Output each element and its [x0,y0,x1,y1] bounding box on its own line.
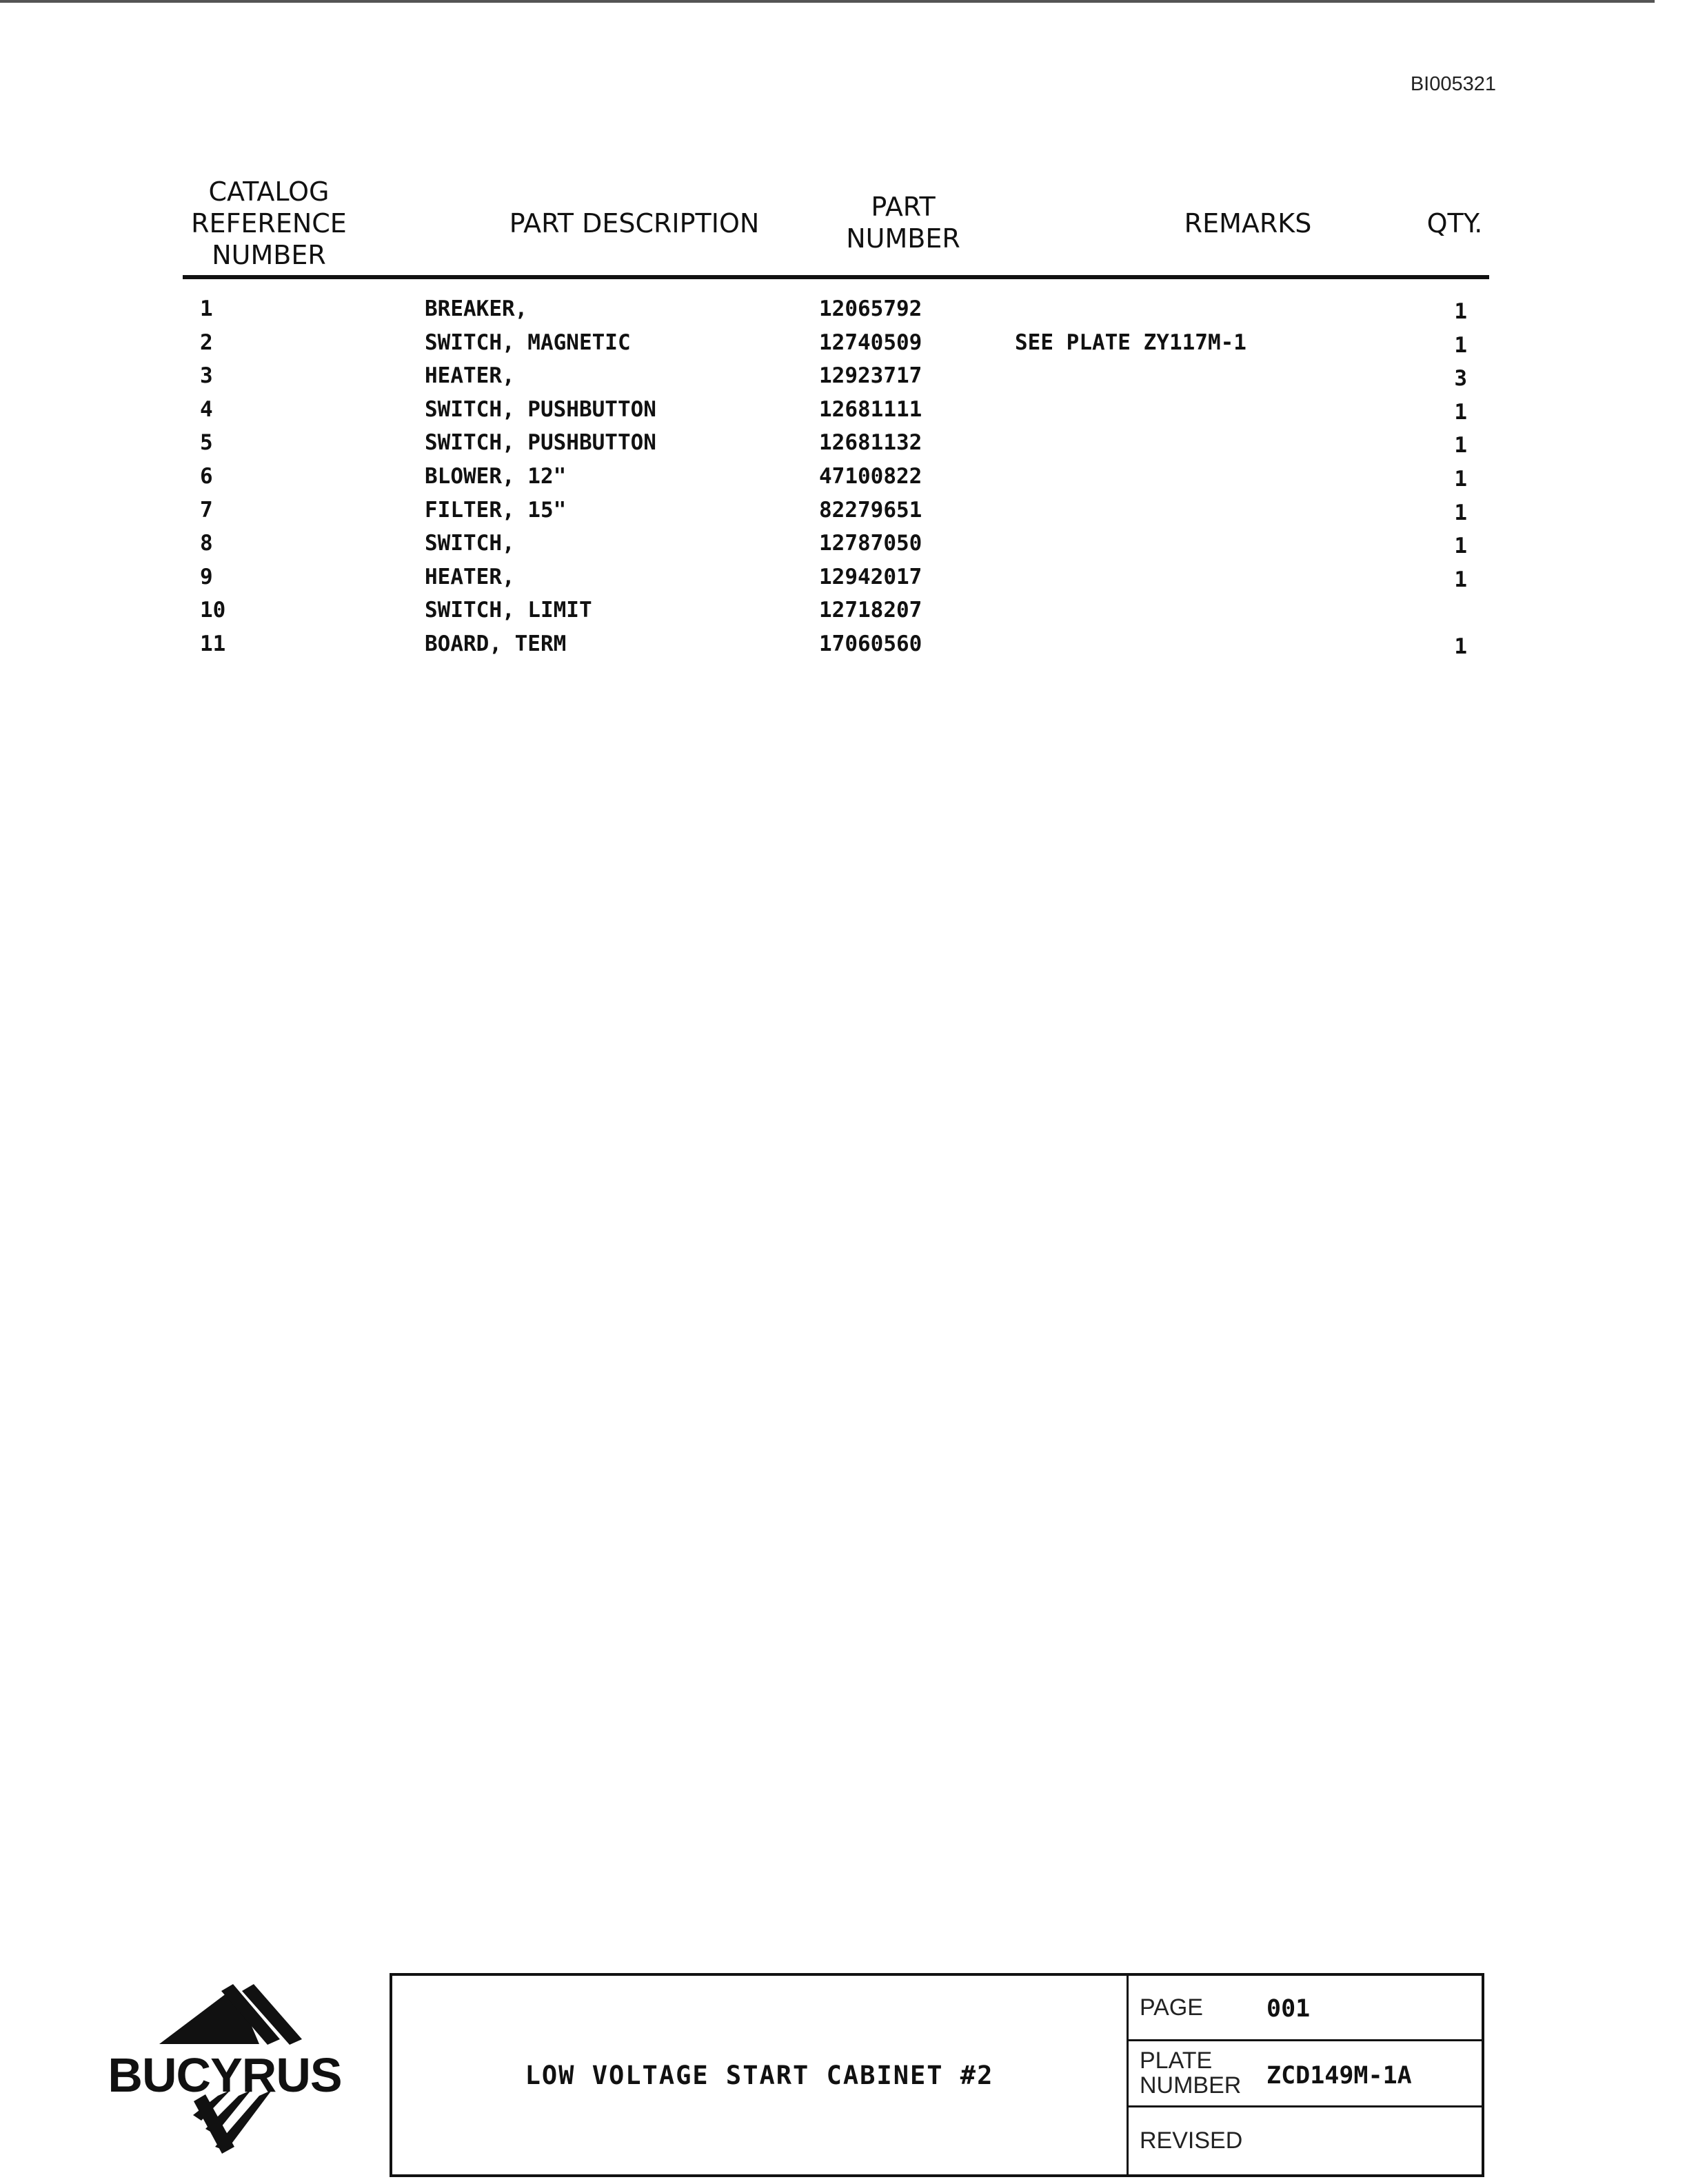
header-remarks: REMARKS [1184,208,1312,239]
row-part-number: 12681111 [819,396,922,422]
row-qty: 1 [1454,332,1467,358]
row-ref: 3 [200,363,213,389]
row-ref: 1 [200,296,213,321]
row-part-number: 12718207 [819,598,922,623]
table-row [0,397,1696,431]
table-row [0,498,1696,532]
row-ref: 8 [200,531,213,556]
row-ref: 4 [200,396,213,422]
bucyrus-logo [80,1979,370,2165]
table-row [0,598,1696,631]
row-qty: 1 [1454,634,1467,659]
document-id: BI005321 [1410,73,1496,95]
table-header [172,176,1489,272]
row-part-number: 17060560 [819,631,922,656]
row-remarks: SEE PLATE ZY117M-1 [1015,330,1246,355]
row-ref: 5 [200,430,213,456]
row-description: HEATER, [425,564,515,589]
row-description: BOARD, TERM [425,631,567,656]
row-description: SWITCH, PUSHBUTTON [425,430,656,456]
row-qty: 1 [1454,299,1467,324]
parts-list [0,296,1696,665]
plate-number-value: ZCD149M-1A [1266,2062,1412,2090]
plate-number-cell [1129,2041,1482,2107]
table-row [0,296,1696,330]
row-ref: 6 [200,463,213,489]
row-qty: 3 [1454,366,1467,392]
table-row [0,565,1696,598]
revised-cell [1129,2107,1482,2174]
header-catalog-line-3: NUMBER [212,240,326,270]
header-catalog-line-2: REFERENCE [191,208,347,239]
row-part-number: 12681132 [819,430,922,456]
row-description: SWITCH, MAGNETIC [425,330,631,355]
row-part-number: 12740509 [819,330,922,355]
page-cell [1129,1976,1482,2041]
row-description: SWITCH, PUSHBUTTON [425,396,656,422]
scan-top-edge [0,0,1655,3]
page-label: PAGE [1140,1994,1203,2021]
header-qty: QTY. [1426,208,1483,239]
logo-wordmark: BUCYRUS [108,2048,342,2102]
revised-label: REVISED [1140,2127,1243,2154]
page-value: 001 [1266,1995,1311,2023]
header-part-number [807,191,1000,254]
row-part-number: 47100822 [819,463,922,489]
row-qty: 1 [1454,500,1467,525]
drawing-title: LOW VOLTAGE START CABINET #2 [525,2060,994,2090]
row-part-number: 12787050 [819,531,922,556]
row-description: HEATER, [425,363,515,389]
row-qty: 1 [1454,466,1467,492]
header-part-description: PART DESCRIPTION [509,208,760,239]
header-rule [183,275,1489,279]
header-catalog-reference-number [186,176,352,271]
row-part-number: 82279651 [819,497,922,523]
title-block [390,1973,1484,2177]
row-ref: 9 [200,564,213,589]
header-part-line-1: PART [871,192,936,222]
row-description: BLOWER, 12" [425,463,567,489]
table-row [0,631,1696,665]
row-description: FILTER, 15" [425,497,567,523]
table-row [0,363,1696,397]
row-ref: 7 [200,497,213,523]
table-row [0,330,1696,364]
row-part-number: 12923717 [819,363,922,389]
table-row [0,464,1696,498]
row-qty: 1 [1454,534,1467,559]
row-description: SWITCH, LIMIT [425,598,592,623]
table-row [0,531,1696,565]
header-part-line-2: NUMBER [846,223,960,254]
row-part-number: 12065792 [819,296,922,321]
header-catalog-line-1: CATALOG [208,176,330,207]
row-qty: 1 [1454,399,1467,425]
row-description: SWITCH, [425,531,515,556]
row-part-number: 12942017 [819,564,922,589]
row-ref: 10 [200,598,226,623]
row-qty: 1 [1454,433,1467,458]
row-ref: 2 [200,330,213,355]
row-ref: 11 [200,631,226,656]
row-qty: 1 [1454,567,1467,592]
plate-number-label: PLATE NUMBER [1140,2048,1242,2099]
row-description: BREAKER, [425,296,528,321]
table-row [0,430,1696,464]
